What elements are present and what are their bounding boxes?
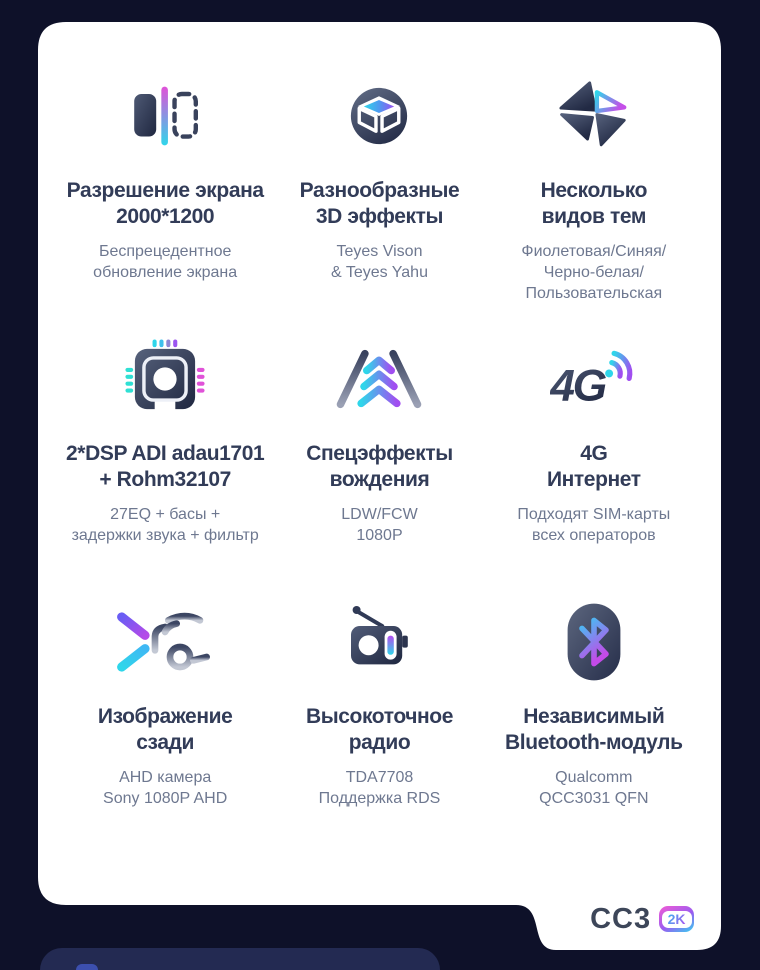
feature-3d-effects (272, 68, 486, 331)
desc-line: TDA7708 (345, 769, 414, 786)
desc-line: 27EQ + басы + (110, 506, 221, 523)
title-line: Спецэффекты (306, 442, 453, 465)
desc-line: Подходят SIM-карты (517, 506, 671, 523)
feature-title (272, 441, 486, 493)
feature-dsp (58, 331, 272, 594)
title-line: Разрешение экрана (66, 179, 264, 202)
feature-rear-image (58, 594, 272, 857)
dsp-chip-icon (58, 331, 272, 427)
next-section-decor (76, 964, 98, 970)
feature-title (487, 704, 701, 756)
title-line: Высокоточное (305, 705, 454, 728)
feature-description (272, 767, 486, 809)
title-line: видов тем (541, 205, 646, 228)
next-section-card (40, 948, 440, 970)
2k-badge-inner (662, 911, 692, 928)
title-line: сзади (136, 731, 195, 754)
brand-logo (523, 898, 721, 940)
title-line: 4G (580, 442, 608, 465)
feature-radio (272, 594, 486, 857)
feature-title (487, 178, 701, 230)
title-line: 2000*1200 (116, 205, 215, 228)
feature-description (58, 767, 272, 809)
2k-badge-label: 2K (667, 910, 686, 927)
feature-bluetooth (487, 594, 701, 857)
feature-description (487, 767, 701, 809)
title-line: Разнообразные (299, 179, 460, 202)
desc-line: Qualcomm (555, 769, 633, 786)
2k-badge (659, 906, 694, 932)
feature-4g-internet (487, 331, 701, 594)
feature-title (272, 178, 486, 230)
desc-line: всех операторов (532, 527, 656, 544)
title-line: Независимый (523, 705, 665, 728)
feature-screen-resolution (58, 68, 272, 331)
desc-line: Фиолетовая/Синяя/ (521, 243, 667, 260)
desc-line: Пользовательская (525, 285, 663, 302)
desc-line: задержки звука + фильтр (71, 527, 259, 544)
feature-description (272, 241, 486, 283)
rear-camera-icon (58, 594, 272, 690)
desc-line: AHD камера (119, 769, 212, 786)
feature-title (487, 441, 701, 493)
4g-signal-icon (487, 331, 701, 427)
desc-line: 1080P (356, 527, 403, 544)
feature-description (58, 241, 272, 283)
feature-description (272, 504, 486, 546)
feature-description (58, 504, 272, 546)
3d-cube-icon (272, 68, 486, 164)
title-line: + Rohm32107 (99, 468, 231, 491)
title-line: вождения (329, 468, 430, 491)
lane-assist-icon (272, 331, 486, 427)
title-line: Несколько (540, 179, 648, 202)
title-line: Изображение (97, 705, 233, 728)
brand-wordmark: CC3 (590, 902, 652, 935)
title-line: 2*DSP ADI adau1701 (66, 442, 265, 465)
feature-description (487, 504, 701, 546)
desc-line: LDW/FCW (341, 506, 418, 523)
desc-line: Teyes Vison (336, 243, 423, 260)
desc-line: Sony 1080P AHD (103, 790, 228, 807)
desc-line: Черно-белая/ (543, 264, 644, 281)
feature-driving-effects (272, 331, 486, 594)
feature-grid (38, 22, 721, 857)
title-line: радио (348, 731, 411, 754)
desc-line: обновление экрана (93, 264, 238, 281)
feature-title (58, 178, 272, 230)
title-line: 3D эффекты (315, 205, 444, 228)
themes-icon (487, 68, 701, 164)
desc-line: Поддержка RDS (318, 790, 441, 807)
feature-description (487, 241, 701, 304)
feature-themes (487, 68, 701, 331)
screen-resolution-icon (58, 68, 272, 164)
bluetooth-icon (487, 594, 701, 690)
feature-title (58, 441, 272, 493)
title-line: Интернет (546, 468, 641, 491)
feature-title (272, 704, 486, 756)
desc-line: QCC3031 QFN (539, 790, 649, 807)
svg-text:4G: 4G (550, 361, 605, 410)
radio-icon (272, 594, 486, 690)
desc-line: & Teyes Yahu (331, 264, 428, 281)
title-line: Bluetooth-модуль (505, 731, 683, 754)
feature-title (58, 704, 272, 756)
desc-line: Беспрецедентное (98, 243, 232, 260)
